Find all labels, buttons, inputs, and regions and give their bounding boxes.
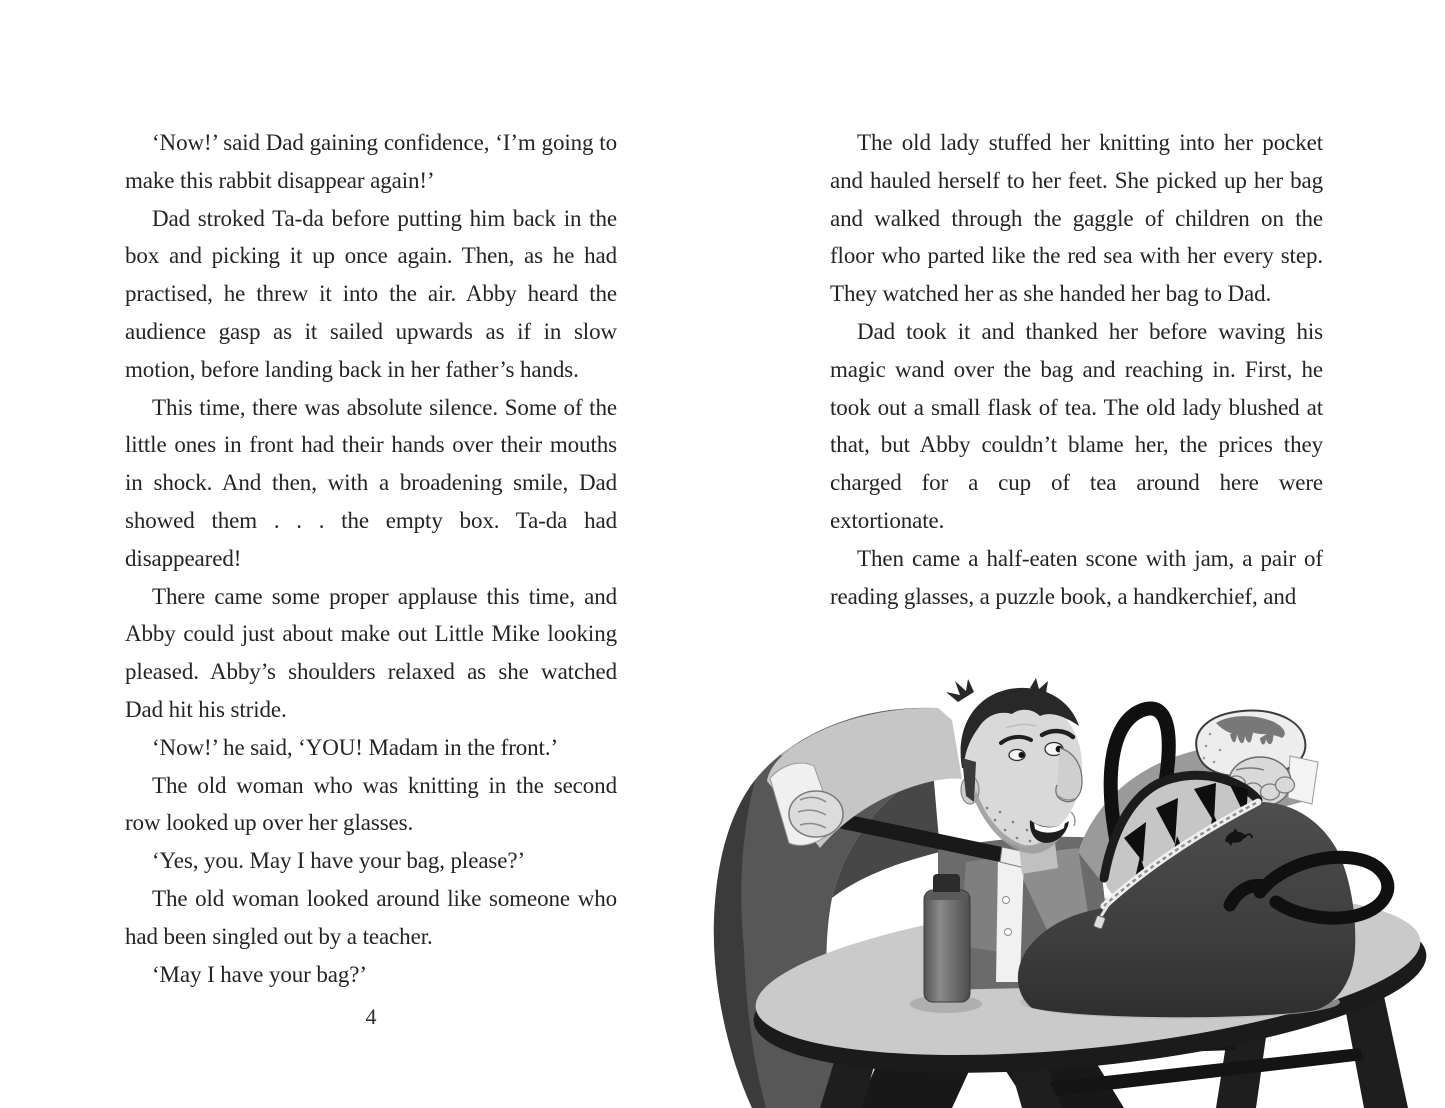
paragraph: This time, there was absolute silence. Some of the little ones in front had their hands over their mouths in shock. And then, with a broadening smile, Dad showed them . . . the empty box. Ta-da had disappeared! <box>125 394 617 571</box>
paragraph: There came some proper applause this time, and Abby could just about make out Little Mike looking pleased. Abby’s shoulders relaxed as she watched Dad hit his stride. <box>125 583 617 722</box>
paragraph: The old lady stuffed her knitting into her pocket and hauled herself to her feet. She picked up her bag and walked through the gaggle of children on the floor who parted like the red sea with her every step. They watched her as she handed her bag to Dad. <box>830 130 1323 307</box>
paragraph: Then came a half-eaten scone with jam, a pair of reading glasses, a puzzle book, a handkerchief, and <box>830 545 1323 609</box>
paragraph: The old woman who was knitting in the second row looked up over her glasses. <box>125 772 617 836</box>
right-page-text <box>830 124 1323 615</box>
paragraph: Dad took it and thanked her before waving his magic wand over the bag and reaching in. First, he took out a small flask of tea. The old lady blushed at that, but Abby couldn’t blame her, the prices they charged for a cup of tea around here were extortionate. <box>830 318 1323 533</box>
paragraph: ‘Now!’ said Dad gaining confidence, ‘I’m going to make this rabbit disappear again!’ <box>125 130 617 193</box>
page-number: 4 <box>365 1004 377 1029</box>
illustration-magician-and-bag <box>700 650 1445 1108</box>
paragraph: The old woman looked around like someone who had been singled out by a teacher. <box>125 885 617 949</box>
tea-flask <box>924 874 970 1002</box>
paragraph: Dad stroked Ta-da before putting him back in the box and picking it up once again. Then, as he had practised, he threw it into the air. Abby heard the audience gasp as it sailed upwards as if in slow motion, before landing back in her father’s hands. <box>125 205 617 382</box>
left-page-text <box>125 124 617 993</box>
paragraph: ‘Now!’ he said, ‘YOU! Madam in the front.’ <box>152 734 559 760</box>
paragraph: ‘May I have your bag?’ <box>152 961 367 987</box>
paragraph: ‘Yes, you. May I have your bag, please?’ <box>152 848 526 874</box>
